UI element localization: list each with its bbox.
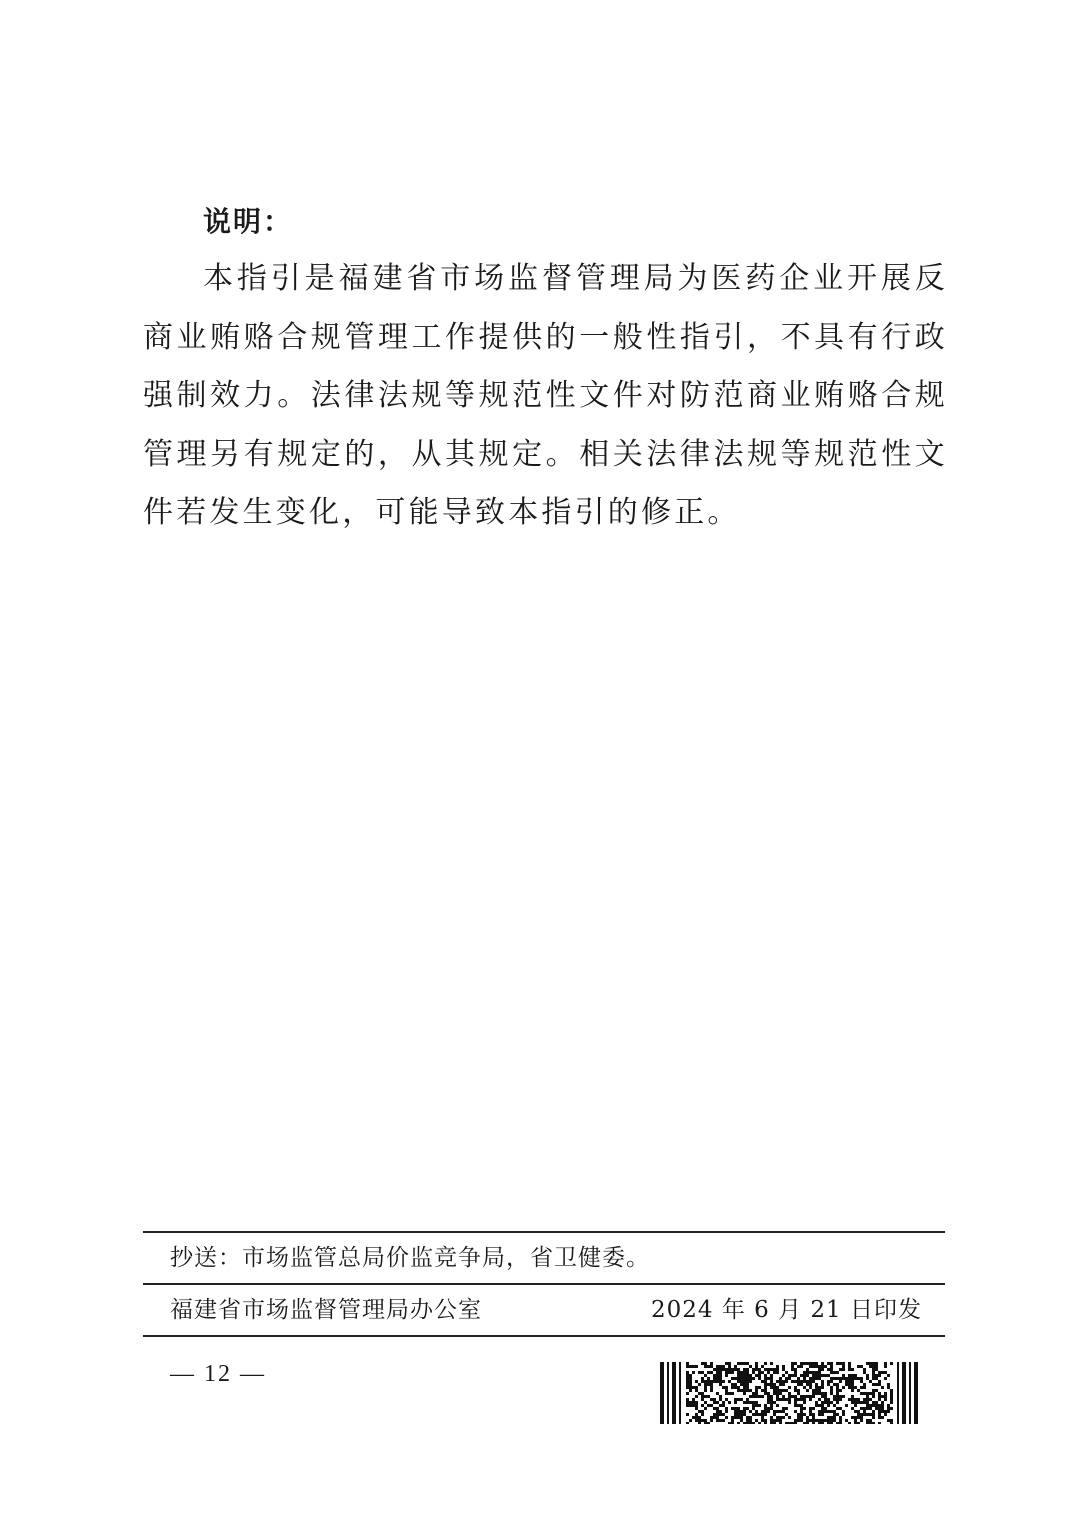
cc-line: 抄送：市场监管总局价监竞争局，省卫健委。 — [170, 1245, 650, 1271]
note-body: 本指引是福建省市场监督管理局为医药企业开展反商业贿赂合规管理工作提供的一般性指引，不具有行政强制效力。法律法规等规范性文件对防范商业贿赂合规管理另有规定的，从其规定。相关法律法规等规范性文件若发生变化，可能导致本指引的修正。 — [143, 261, 948, 530]
issue-date: 2024 年 6 月 21 日印发 — [651, 1297, 922, 1323]
footer-bottom-rule — [143, 1335, 945, 1337]
issuer-office: 福建省市场监督管理局办公室 — [170, 1297, 482, 1323]
barcode-icon — [660, 1362, 918, 1424]
footer-top-rule — [143, 1231, 945, 1233]
page-number: — 12 — — [170, 1361, 266, 1387]
note-heading: 说明： — [203, 205, 294, 238]
footer-middle-rule — [143, 1283, 945, 1285]
